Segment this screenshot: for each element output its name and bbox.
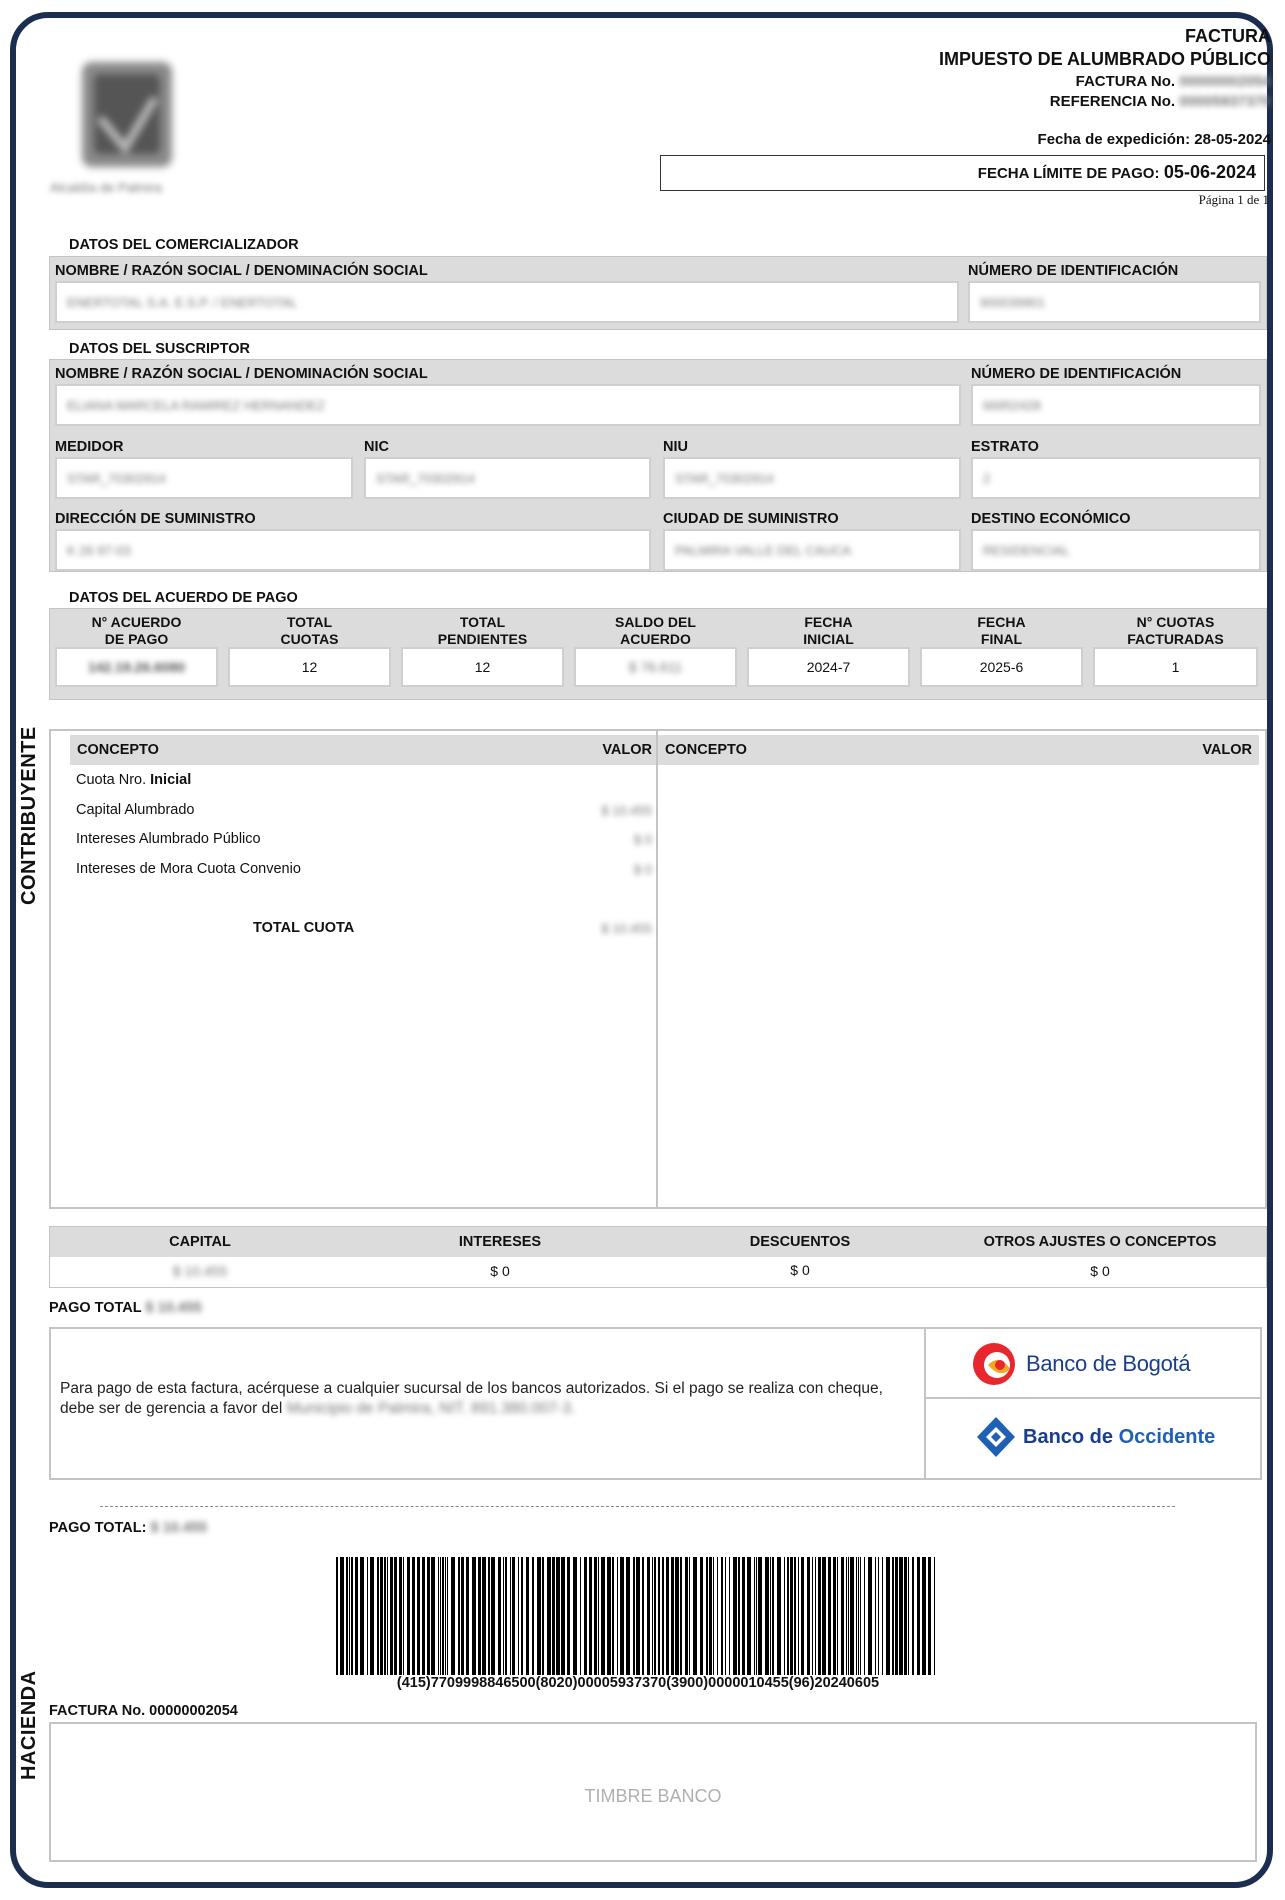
barcode-bar [671, 1557, 674, 1675]
nic-value: STAR_70302914 [376, 471, 475, 486]
agreement-title: DATOS DEL ACUERDO DE PAGO [69, 590, 298, 606]
barcode-bar [912, 1557, 914, 1675]
bank-occidente-name [1023, 1426, 1215, 1449]
concept-row-interest-value: $ 0 [633, 832, 652, 847]
barcode-bar [770, 1557, 771, 1675]
barcode-bar [689, 1557, 690, 1675]
address-field [55, 529, 651, 571]
barcode-bar [807, 1557, 810, 1675]
barcode-bar [895, 1557, 898, 1675]
barcode-bar [654, 1557, 656, 1675]
barcode-bar [658, 1557, 660, 1675]
barcode-bar [729, 1557, 730, 1675]
barcode-bar [445, 1557, 446, 1675]
barcode-bar [482, 1557, 486, 1675]
commercializer-id-field [968, 281, 1261, 323]
niu-field [663, 457, 961, 499]
start-date-cell [747, 647, 910, 687]
barcode-bar [422, 1557, 425, 1675]
barcode-bar [440, 1557, 441, 1675]
bank-stamp-label: TIMBRE BANCO [584, 1786, 722, 1806]
barcode-bar [380, 1557, 383, 1675]
bank-bogota-icon [970, 1339, 1022, 1389]
barcode-bar [733, 1557, 737, 1675]
barcode-bar [417, 1557, 420, 1675]
barcode-bar [754, 1557, 755, 1675]
barcode-bar [642, 1557, 644, 1675]
billed-installments-value: 1 [1171, 659, 1180, 675]
concept-row-capital: Capital Alumbrado [76, 802, 195, 818]
stratum-label: ESTRATO [971, 439, 1039, 455]
barcode-bar [848, 1557, 849, 1675]
pending-installments-value: 12 [474, 659, 491, 675]
agreement-col-6-line-1: FECHA [977, 614, 1026, 630]
barcode-bar [561, 1557, 565, 1675]
payment-info-text [60, 1379, 890, 1419]
due-date-value: 05-06-2024 [1163, 162, 1256, 182]
summary-interest-value: $ 0 [490, 1263, 510, 1279]
barcode-bar [349, 1557, 350, 1675]
barcode-bar [547, 1557, 551, 1675]
stub-total-pay-line [49, 1520, 207, 1536]
meter-value: STAR_70302914 [67, 471, 166, 486]
barcode-bar [738, 1557, 740, 1675]
barcode-bar [652, 1557, 653, 1675]
invoice-header [671, 26, 1271, 148]
meter-label: MEDIDOR [55, 439, 124, 455]
barcode-bar [856, 1557, 857, 1675]
barcode-bar [717, 1557, 718, 1675]
due-date-label: FECHA LÍMITE DE PAGO: [977, 165, 1160, 182]
summary-interest-label: INTERESES [458, 1234, 542, 1250]
subscriber-id-value: 66952428 [983, 398, 1041, 413]
destination-value: RESIDENCIAL [983, 543, 1070, 558]
barcode-bar [647, 1557, 650, 1675]
barcode-bar [841, 1557, 844, 1675]
invoice-number-line [671, 73, 1271, 90]
barcode-bar [601, 1557, 605, 1675]
barcode-bar [713, 1557, 714, 1675]
agreement-number-cell [55, 647, 218, 687]
barcode-bar [934, 1557, 935, 1675]
barcode-bar [725, 1557, 726, 1675]
subscriber-name-label: NOMBRE / RAZÓN SOCIAL / DENOMINACIÓN SOCIAL [55, 366, 428, 382]
barcode-bar [765, 1557, 769, 1675]
destination-label: DESTINO ECONÓMICO [971, 511, 1131, 527]
barcode-bar [607, 1557, 611, 1675]
agreement-col-1-header [55, 614, 218, 648]
barcode-bar [390, 1557, 393, 1675]
barcode-bar [407, 1557, 410, 1675]
installment-prefix: Cuota Nro. [76, 772, 147, 788]
stratum-value: 2 [983, 471, 991, 486]
barcode-bar [526, 1557, 529, 1675]
agreement-col-5-header [747, 614, 910, 648]
nic-label: NIC [364, 439, 389, 455]
barcode-bar [700, 1557, 703, 1675]
nic-field [364, 457, 651, 499]
agreement-balance-value: $ 76.611 [628, 659, 683, 675]
barcode-bar [399, 1557, 402, 1675]
barcode-bar [680, 1557, 682, 1675]
installment-row [76, 772, 191, 788]
issue-date-label: Fecha de expedición: [1037, 131, 1191, 148]
agreement-balance-cell [574, 647, 737, 687]
summary-discount-value: $ 0 [790, 1262, 810, 1278]
barcode-bar [850, 1557, 854, 1675]
invoice-number-label: FACTURA No. [1075, 73, 1176, 90]
barcode-bar [815, 1557, 816, 1675]
agreement-col-3-header [401, 614, 564, 648]
barcode-bar [594, 1557, 597, 1675]
concepts-table [49, 729, 1267, 1209]
value-header-right: VALOR [1202, 742, 1252, 758]
barcode-bar [598, 1557, 599, 1675]
agreement-col-3-line-1: TOTAL [459, 614, 506, 630]
total-installment-label: TOTAL CUOTA [253, 920, 355, 936]
bank-occidente-logo [975, 1413, 1215, 1461]
total-installments-value: 12 [301, 659, 318, 675]
agreement-col-6-line-2: FINAL [980, 631, 1023, 647]
barcode-bar [580, 1557, 581, 1675]
due-date-box [660, 155, 1265, 191]
barcode-bar [633, 1557, 635, 1675]
barcode-bar [442, 1557, 444, 1675]
agreement-col-4-header [574, 614, 737, 648]
total-installments-cell [228, 647, 391, 687]
barcode-bar [367, 1557, 368, 1675]
city-value: PALMIRA VALLE DEL CAUCA [675, 543, 852, 558]
stub-total-pay-label: PAGO TOTAL: [49, 1520, 147, 1536]
barcode-bar [790, 1557, 793, 1675]
barcode-bar [812, 1557, 813, 1675]
barcode-bar [510, 1557, 511, 1675]
payment-beneficiary: Municipio de Palmira, NIT. 891.380.007-3. [286, 1400, 576, 1417]
barcode-bar [626, 1557, 630, 1675]
reference-number-line [671, 93, 1271, 110]
subscriber-id-label: NÚMERO DE IDENTIFICACIÓN [971, 366, 1182, 382]
barcode-bar [742, 1557, 745, 1675]
barcode-bar [537, 1557, 541, 1675]
barcode-bar [491, 1557, 495, 1675]
commercializer-name-label: NOMBRE / RAZÓN SOCIAL / DENOMINACIÓN SOCIAL [55, 263, 428, 279]
barcode-bar [370, 1557, 374, 1675]
bank-bogota-name: Banco de Bogotá [1026, 1351, 1191, 1376]
barcode-bar [818, 1557, 821, 1675]
barcode-bar [589, 1557, 592, 1675]
reference-number-value: 00005937370 [1179, 93, 1271, 110]
barcode-bar [666, 1557, 669, 1675]
summary-capital-value: $ 10.455 [172, 1263, 228, 1279]
payment-barcode [336, 1557, 940, 1675]
billed-installments-cell [1093, 647, 1258, 687]
barcode-bar [620, 1557, 624, 1675]
barcode-bar [860, 1557, 861, 1675]
agreement-col-7-header [1093, 614, 1258, 648]
address-value: K 26 97-03 [67, 543, 131, 558]
commercializer-name-field [55, 281, 959, 323]
bank-occidente-icon [975, 1415, 1017, 1459]
barcode-bar [498, 1557, 501, 1675]
barcode-bar [917, 1557, 920, 1675]
barcode-bar [427, 1557, 430, 1675]
barcode-bar [875, 1557, 876, 1675]
barcode-bar [461, 1557, 464, 1675]
agreement-col-1-line-2: DE PAGO [104, 631, 169, 647]
barcode-bar [882, 1557, 883, 1675]
barcode-bar [584, 1557, 587, 1675]
barcode-bar [858, 1557, 859, 1675]
barcode-bar [801, 1557, 804, 1675]
invoice-number-value: 00000002054 [1179, 73, 1271, 90]
agreement-col-3-line-2: PENDIENTES [437, 631, 528, 647]
total-pay-line [49, 1300, 202, 1316]
contributor-side-label: CONTRIBUYENTE [18, 726, 40, 905]
barcode-bar [340, 1557, 344, 1675]
barcode-bar [412, 1557, 415, 1675]
barcode-bar [904, 1557, 907, 1675]
barcode-bar [505, 1557, 507, 1675]
agreement-col-2-line-1: TOTAL [286, 614, 333, 630]
barcode-bar [567, 1557, 570, 1675]
summary-other-label: OTROS AJUSTES O CONCEPTOS [983, 1234, 1217, 1250]
agreement-col-4-line-1: SALDO DEL [615, 614, 696, 630]
barcode-bar [772, 1557, 774, 1675]
total-pay-label: PAGO TOTAL [49, 1300, 142, 1316]
barcode-bar [451, 1557, 455, 1675]
concept-row-interest: Intereses Alumbrado Público [76, 831, 261, 847]
barcode-bar [336, 1557, 338, 1675]
barcode-bar [384, 1557, 386, 1675]
barcode-bar [908, 1557, 909, 1675]
barcode-bar [355, 1557, 358, 1675]
barcode-bar [886, 1557, 890, 1675]
start-date-value: 2024-7 [806, 659, 851, 675]
treasury-side-label: HACIENDA [18, 1670, 40, 1780]
commercializer-id-label: NÚMERO DE IDENTIFICACIÓN [968, 263, 1179, 279]
concept-row-late-interest: Intereses de Mora Cuota Convenio [76, 861, 301, 877]
barcode-bar [787, 1557, 789, 1675]
barcode-bar [377, 1557, 379, 1675]
destination-field [971, 529, 1261, 571]
barcode-bar [878, 1557, 879, 1675]
barcode-bar [709, 1557, 712, 1675]
barcode-bar [617, 1557, 618, 1675]
commercializer-title: DATOS DEL COMERCIALIZADOR [69, 237, 299, 253]
summary-discount-label: DESCUENTOS [749, 1234, 851, 1250]
barcode-bar [794, 1557, 796, 1675]
total-installment-value: $ 10.455 [601, 921, 652, 936]
barcode-bar [532, 1557, 534, 1675]
barcode-bar [387, 1557, 388, 1675]
bank-bogota-logo [970, 1339, 1190, 1389]
niu-value: STAR_70302914 [675, 471, 774, 486]
issue-date-line [671, 131, 1271, 148]
logo-caption: Alcaldía de Palmira [50, 180, 162, 195]
barcode-bar [693, 1557, 697, 1675]
subscriber-name-value: ELIANA MARCELA RAMIREZ HERNANDEZ [67, 398, 325, 413]
barcode-bar [685, 1557, 688, 1675]
agreement-col-5-line-1: FECHA [804, 614, 853, 630]
subscriber-id-field [971, 384, 1261, 426]
barcode-bar [706, 1557, 708, 1675]
concepts-header-right [658, 735, 1259, 765]
bank-occidente-name-part-2: Occidente [1118, 1425, 1216, 1448]
agreement-col-7-line-1: N° CUOTAS [1136, 614, 1215, 630]
barcode-bar [636, 1557, 640, 1675]
city-field [663, 529, 961, 571]
commercializer-name-value: ENERTOTAL S.A. E.S.P. / ENERTOTAL [67, 295, 298, 310]
barcode-bar [447, 1557, 448, 1675]
city-label: CIUDAD DE SUMINISTRO [663, 511, 839, 527]
barcode-bar [438, 1557, 439, 1675]
barcode-bar [892, 1557, 894, 1675]
barcode-bar [394, 1557, 397, 1675]
address-label: DIRECCIÓN DE SUMINISTRO [55, 511, 256, 527]
barcode-bar [747, 1557, 751, 1675]
bank-occidente-name-part-1: Banco de [1023, 1425, 1119, 1448]
barcode-bar [868, 1557, 872, 1675]
summary-capital-label: CAPITAL [169, 1234, 231, 1250]
barcode-bar [360, 1557, 364, 1675]
tax-name: IMPUESTO DE ALUMBRADO PÚBLICO [938, 49, 1271, 69]
barcode-bar [573, 1557, 577, 1675]
doc-type: FACTURA [1185, 26, 1271, 46]
barcode-bar [837, 1557, 838, 1675]
stub-total-pay-value: $ 10.455 [150, 1520, 207, 1536]
page-info: Página 1 de 1 [1198, 192, 1269, 207]
barcode-bar [466, 1557, 469, 1675]
stub-invoice-number: FACTURA No. 00000002054 [49, 1703, 238, 1719]
barcode-bar [351, 1557, 353, 1675]
barcode-bar [521, 1557, 523, 1675]
banks-divider-h [926, 1397, 1260, 1399]
barcode-bar [346, 1557, 348, 1675]
agreement-col-5-line-2: INICIAL [803, 631, 854, 647]
barcode-bar [552, 1557, 555, 1675]
barcode-bar [403, 1557, 404, 1675]
barcode-bar [612, 1557, 614, 1675]
installment-type: Inicial [150, 772, 192, 788]
payment-instructions: Para pago de esta factura, acérquese a cualquier sucursal de los bancos autorizados. Si el pago se realiza con cheque, debe ser de gerencia a favor del [60, 1380, 883, 1417]
value-header-left: VALOR [602, 742, 652, 758]
subscriber-title: DATOS DEL SUSCRIPTOR [69, 341, 251, 357]
barcode-bar [784, 1557, 785, 1675]
barcode-bar [822, 1557, 826, 1675]
barcode-bar [756, 1557, 757, 1675]
concept-header-left: CONCEPTO [77, 742, 159, 758]
agreement-col-1-line-1: N° ACUERDO [91, 614, 182, 630]
pending-installments-cell [401, 647, 564, 687]
commercializer-id-value: 900039901 [980, 295, 1046, 310]
barcode-bar [922, 1557, 926, 1675]
issue-date-value: 28-05-2024 [1194, 131, 1271, 148]
barcode-bar [488, 1557, 490, 1675]
barcode-bar [798, 1557, 799, 1675]
end-date-value: 2025-6 [979, 659, 1024, 675]
barcode-bar [503, 1557, 504, 1675]
barcode-bar [758, 1557, 762, 1675]
barcode-bar [458, 1557, 460, 1675]
total-pay-value: $ 10.455 [145, 1300, 202, 1316]
niu-label: NIU [663, 439, 688, 455]
agreement-col-7-line-2: FACTURADAS [1127, 631, 1224, 647]
end-date-cell [920, 647, 1083, 687]
reference-number-label: REFERENCIA No. [1049, 93, 1176, 110]
agreement-col-4-line-2: ACUERDO [620, 631, 691, 647]
stratum-field [971, 457, 1261, 499]
barcode-bar [542, 1557, 544, 1675]
barcode-bar [833, 1557, 836, 1675]
barcode-text: (415)7709998846500(8020)00005937370(3900)0000010455(96)20240605 [396, 1675, 880, 1691]
barcode-bar [675, 1557, 679, 1675]
barcode-bar [518, 1557, 519, 1675]
barcode-bar [472, 1557, 476, 1675]
agreement-col-6-header [920, 614, 1083, 648]
concept-row-late-interest-value: $ 0 [633, 862, 652, 877]
barcode-bar [662, 1557, 664, 1675]
barcode-bar [512, 1557, 515, 1675]
meter-field [55, 457, 353, 499]
barcode-bar [431, 1557, 435, 1675]
agreement-col-2-line-2: CUOTAS [280, 631, 339, 647]
summary-other-value: $ 0 [1090, 1263, 1110, 1279]
barcode-bar [777, 1557, 781, 1675]
barcode-bar [828, 1557, 831, 1675]
cut-line [100, 1506, 1175, 1507]
barcode-bar [478, 1557, 481, 1675]
barcode-bar [899, 1557, 903, 1675]
concept-header-right: CONCEPTO [665, 742, 747, 758]
concept-row-capital-value: $ 10.455 [601, 803, 652, 818]
barcode-bar [721, 1557, 723, 1675]
concepts-divider [656, 731, 658, 1207]
barcode-bar [864, 1557, 865, 1675]
municipality-logo [70, 58, 180, 173]
banks-divider-v [924, 1329, 926, 1478]
barcode-bar [928, 1557, 931, 1675]
barcode-bar [846, 1557, 847, 1675]
barcode-bar [556, 1557, 560, 1675]
subscriber-name-field [55, 384, 961, 426]
agreement-col-2-header [228, 614, 391, 648]
agreement-number-value: 142.19.26.6080 [87, 659, 186, 675]
